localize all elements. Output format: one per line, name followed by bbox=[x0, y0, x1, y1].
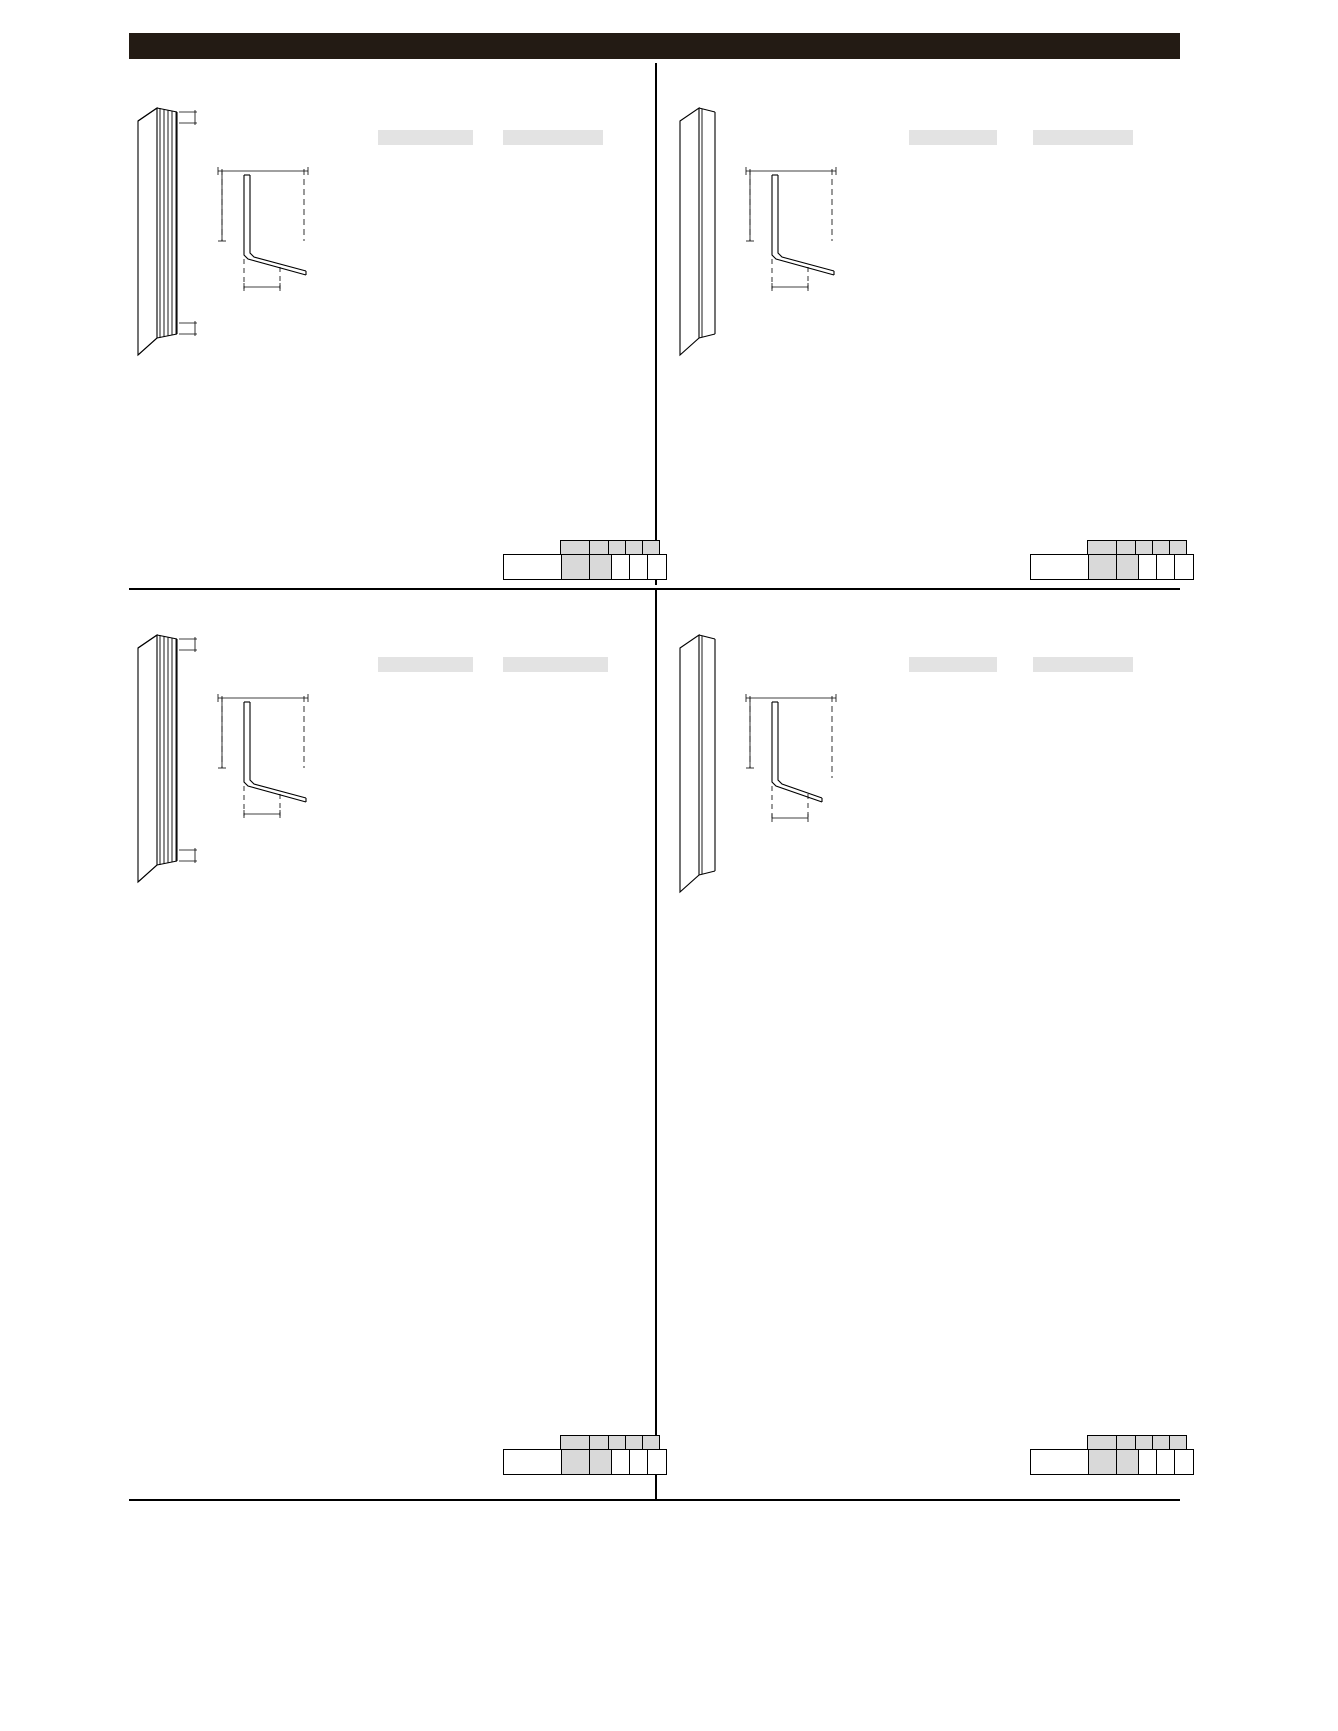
code-table bbox=[1030, 554, 1194, 580]
code-table bbox=[503, 554, 667, 580]
code-cell bbox=[504, 555, 562, 579]
code-cell bbox=[625, 1435, 643, 1449]
code-cell bbox=[1117, 1450, 1139, 1474]
code-table bbox=[1030, 1449, 1194, 1475]
code-cell bbox=[630, 555, 648, 579]
code-cell bbox=[1157, 555, 1175, 579]
panel-section-detail-drawing bbox=[214, 690, 404, 830]
code-cell bbox=[1089, 555, 1117, 579]
code-cell bbox=[1175, 555, 1193, 579]
code-cell bbox=[1031, 1450, 1089, 1474]
redacted-heading-primary bbox=[378, 130, 473, 145]
code-cell bbox=[589, 540, 609, 554]
code-cell bbox=[1169, 540, 1187, 554]
code-cell bbox=[560, 540, 590, 554]
code-table-upper-row bbox=[561, 1435, 660, 1449]
code-cell bbox=[590, 555, 612, 579]
code-table-upper-row bbox=[1088, 540, 1187, 554]
code-cell bbox=[1152, 1435, 1170, 1449]
code-cell bbox=[1135, 1435, 1153, 1449]
page-bottom-rule bbox=[129, 1499, 1180, 1501]
code-cell bbox=[1087, 540, 1117, 554]
code-cell bbox=[562, 555, 590, 579]
code-cell bbox=[1116, 540, 1136, 554]
redacted-heading-primary bbox=[909, 130, 997, 145]
code-cell bbox=[560, 1435, 590, 1449]
code-cell bbox=[1087, 1435, 1117, 1449]
code-cell bbox=[608, 1435, 626, 1449]
page-header-banner bbox=[129, 33, 1180, 59]
code-cell bbox=[1139, 1450, 1157, 1474]
redacted-heading-primary bbox=[909, 657, 997, 672]
panel-section-detail-drawing bbox=[214, 163, 404, 303]
code-cell bbox=[1031, 555, 1089, 579]
panel-section-detail-drawing bbox=[742, 163, 932, 303]
code-cell bbox=[612, 1450, 630, 1474]
panel-top-right bbox=[657, 63, 1180, 588]
panel-section-detail-drawing bbox=[742, 690, 932, 830]
code-table-upper-row bbox=[561, 540, 660, 554]
code-cell bbox=[589, 1435, 609, 1449]
code-table-upper-row bbox=[1088, 1435, 1187, 1449]
code-table bbox=[503, 1449, 667, 1475]
code-cell bbox=[1152, 540, 1170, 554]
redacted-heading-secondary bbox=[1033, 130, 1133, 145]
code-cell bbox=[1175, 1450, 1193, 1474]
code-cell bbox=[1157, 1450, 1175, 1474]
panel-top-left bbox=[129, 63, 655, 588]
code-cell bbox=[1169, 1435, 1187, 1449]
redacted-heading-primary bbox=[378, 657, 473, 672]
code-cell bbox=[1116, 1435, 1136, 1449]
code-cell bbox=[1117, 555, 1139, 579]
code-cell bbox=[612, 555, 630, 579]
panel-bottom-right bbox=[657, 590, 1180, 1499]
code-cell bbox=[590, 1450, 612, 1474]
code-cell bbox=[562, 1450, 590, 1474]
code-cell bbox=[1135, 540, 1153, 554]
redacted-heading-secondary bbox=[1033, 657, 1133, 672]
code-cell bbox=[504, 1450, 562, 1474]
code-cell bbox=[630, 1450, 648, 1474]
code-cell bbox=[608, 540, 626, 554]
code-cell bbox=[625, 540, 643, 554]
redacted-heading-secondary bbox=[503, 130, 603, 145]
redacted-heading-secondary bbox=[503, 657, 608, 672]
code-cell bbox=[1139, 555, 1157, 579]
panel-bottom-left bbox=[129, 590, 655, 1499]
code-cell bbox=[1089, 1450, 1117, 1474]
